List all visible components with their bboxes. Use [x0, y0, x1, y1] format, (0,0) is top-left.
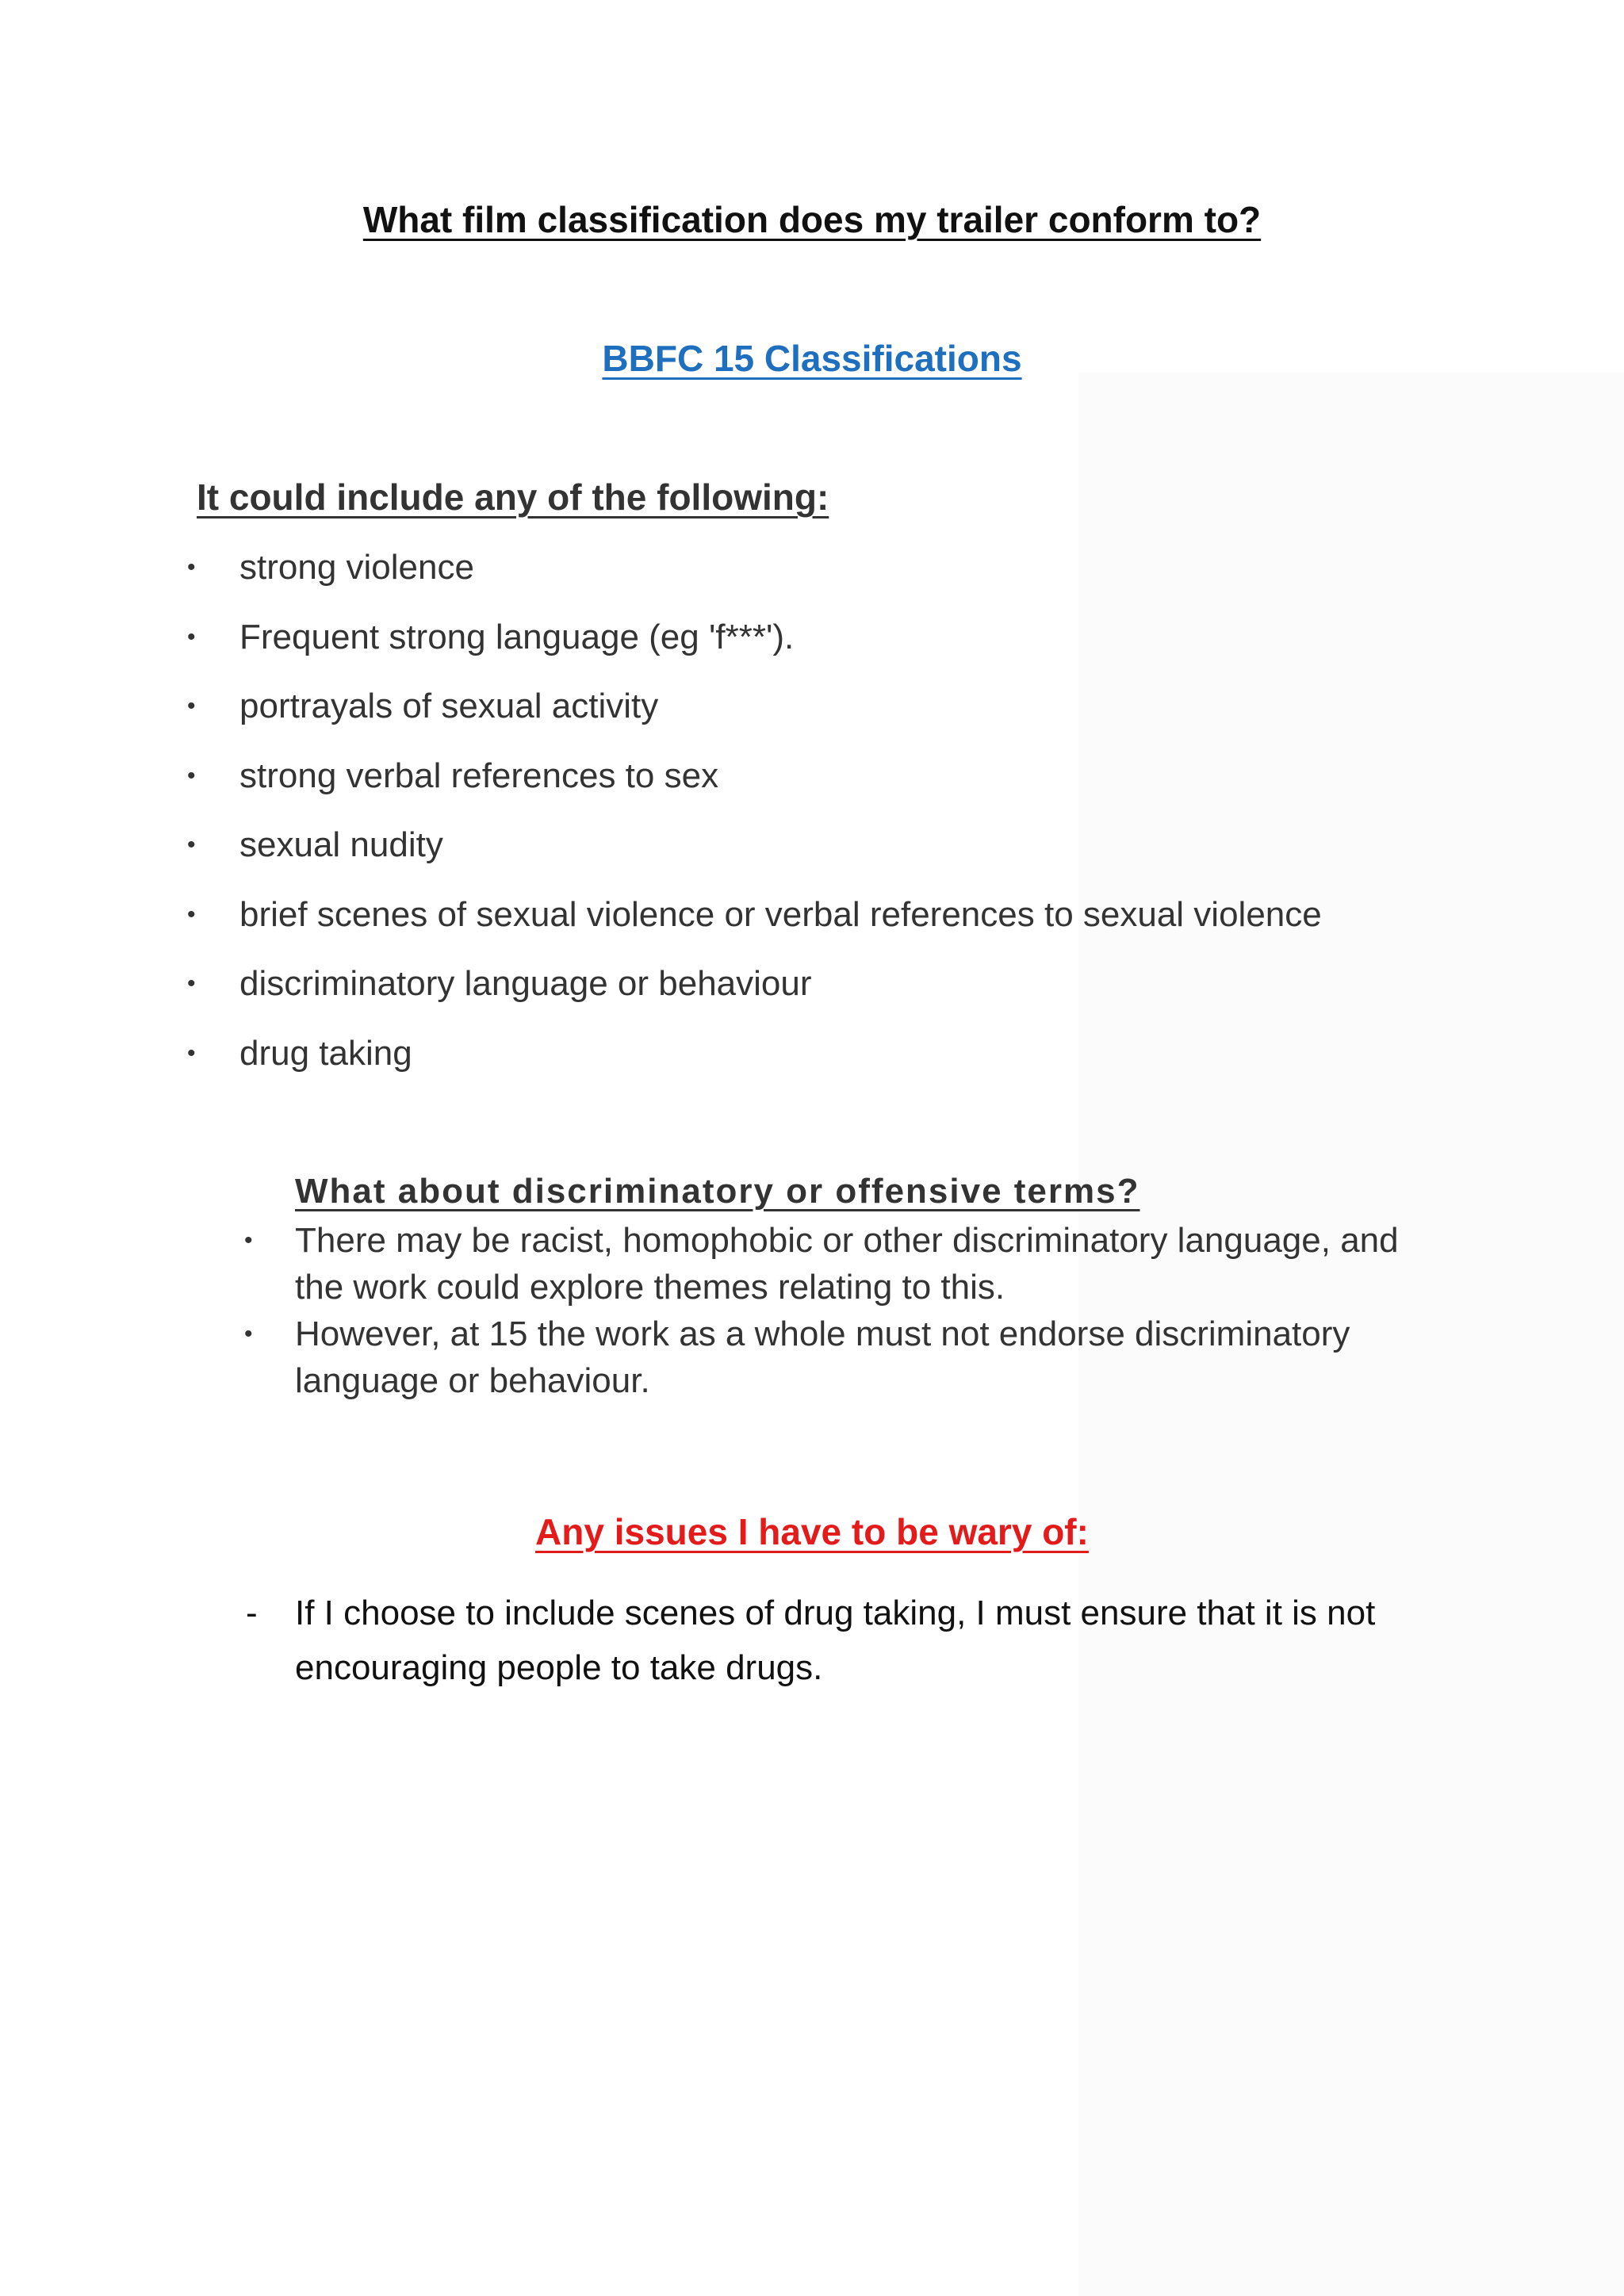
- bullet-icon: •: [187, 1039, 196, 1066]
- issue-text: [295, 1586, 1375, 1695]
- classification-heading: BBFC 15 Classifications: [602, 338, 1022, 379]
- issue-text-line: If I choose to include scenes of drug taking, I must ensure that it is not: [295, 1594, 1376, 1632]
- discrimination-list: [244, 1217, 1434, 1404]
- issues-heading: Any issues I have to be wary of:: [535, 1511, 1089, 1552]
- bullet-icon: •: [244, 1321, 253, 1347]
- dash-marker: -: [246, 1594, 258, 1632]
- list-item-text: the work could explore themes relating to this.: [295, 1268, 1005, 1307]
- bullet-icon: •: [244, 1227, 253, 1253]
- intro-heading: It could include any of the following:: [197, 476, 829, 518]
- list-item-text: discriminatory language or behaviour: [239, 964, 812, 1003]
- list-item-text: drug taking: [239, 1033, 412, 1073]
- list-item-text: brief scenes of sexual violence or verbal references to sexual violence: [239, 894, 1322, 934]
- bullet-icon: •: [187, 693, 196, 719]
- list-item-text: language or behaviour.: [295, 1361, 650, 1400]
- bullet-icon: •: [187, 623, 196, 650]
- issue-text-line: encouraging people to take drugs.: [295, 1648, 823, 1687]
- list-item-text: strong verbal references to sex: [239, 756, 719, 795]
- bullet-icon: •: [187, 901, 196, 928]
- bullet-icon: •: [187, 832, 196, 858]
- list-item-text: portrayals of sexual activity: [239, 687, 659, 725]
- list-item-text: strong violence: [239, 548, 474, 587]
- list-item-text: However, at 15 the work as a whole must not endorse discriminatory: [295, 1314, 1350, 1353]
- list-item-text: There may be racist, homophobic or other discriminatory language, and: [295, 1221, 1399, 1260]
- bullet-icon: •: [187, 762, 196, 789]
- page-title: What film classification does my trailer conform to?: [362, 199, 1262, 240]
- bullet-icon: •: [187, 554, 196, 580]
- list-item-text: Frequent strong language (eg 'f***').: [239, 617, 795, 656]
- discrimination-heading: What about discriminatory or offensive terms?: [295, 1172, 1140, 1211]
- list-item: [244, 1311, 1434, 1404]
- list-item: [244, 1217, 1434, 1311]
- bullet-icon: •: [187, 970, 196, 997]
- list-item-text: sexual nudity: [239, 825, 443, 864]
